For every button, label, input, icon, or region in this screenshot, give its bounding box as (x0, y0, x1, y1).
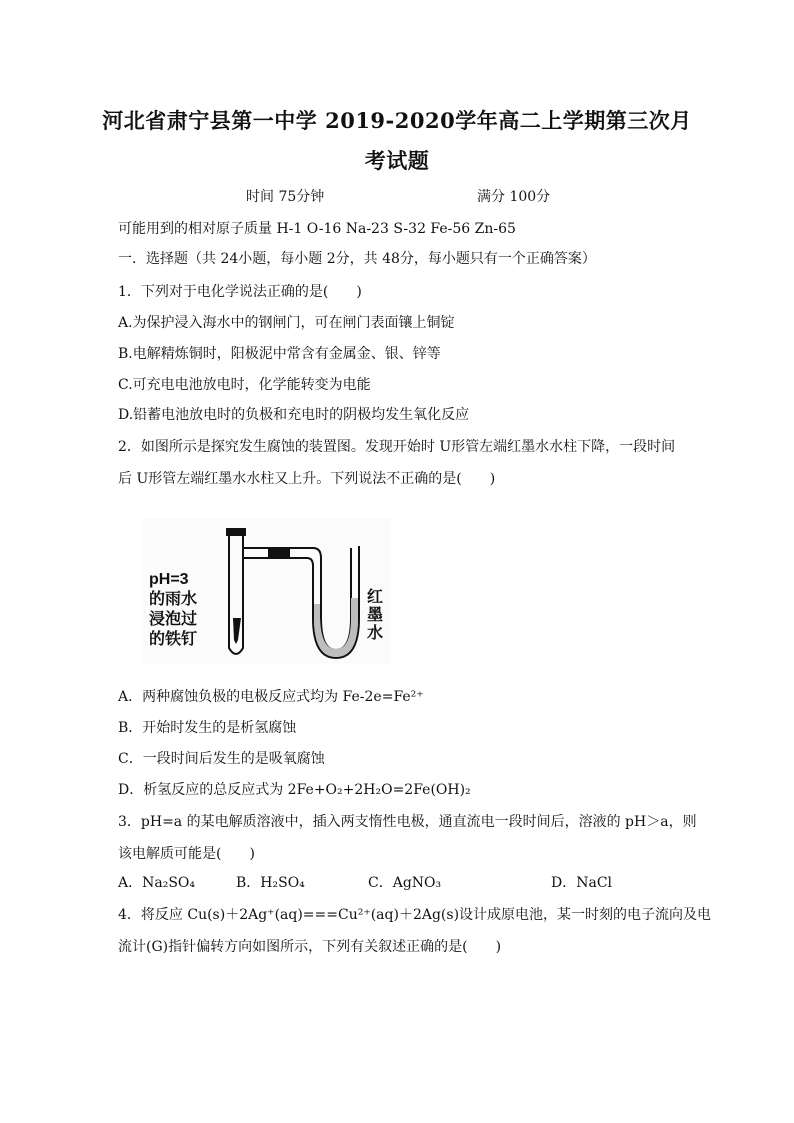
q3-option-b: B．H₂SO₄ (236, 875, 305, 891)
section-heading: 一．选择题（共 24小题，每小题 2分，共 48分，每小题只有一个正确答案） (118, 251, 596, 267)
q3-stem-line1: 3．pH=a 的某电解质溶液中，插入两支惰性电极，通直流电一段时间后，溶液的 pH＞a，则 (118, 814, 697, 830)
q2-option-c: C．一段时间后发生的是吸氧腐蚀 (118, 751, 325, 767)
q1-stem: 1．下列对于电化学说法正确的是( ) (118, 284, 362, 300)
fig-left-label-4: 的铁钉 (149, 631, 198, 648)
exam-title-line2: 考试题 (364, 148, 430, 173)
q4-stem-line2: 流计(G)指针偏转方向如图所示，下列有关叙述正确的是( ) (118, 939, 502, 955)
q1-option-d: D.铅蓄电池放电时的负极和充电时的阴极均发生氧化反应 (118, 407, 470, 423)
exam-score: 满分 100分 (477, 189, 551, 205)
q1-option-c: C.可充电电池放电时，化学能转变为电能 (118, 377, 371, 393)
exam-time: 时间 75分钟 (246, 189, 325, 205)
fig-right-label-3: 水 (367, 625, 384, 642)
q3-stem-line2: 该电解质可能是( ) (118, 846, 255, 862)
q2-stem-line1: 2．如图所示是探究发生腐蚀的装置图。发现开始时 U形管左端红墨水水柱下降，一段时间 (118, 439, 676, 455)
q2-option-a: A．两种腐蚀负极的电极反应式均为 Fe-2e=Fe²⁺ (118, 689, 424, 705)
q2-option-d: D．析氢反应的总反应式为 2Fe+O₂+2H₂O=2Fe(OH)₂ (118, 782, 471, 798)
rubber-connector (268, 547, 290, 559)
q4-stem-line1: 4．将反应 Cu(s)＋2Ag⁺(aq)===Cu²⁺(aq)＋2Ag(s)设计成原电池，某一时刻的电子流向及电 (118, 907, 712, 923)
test-tube-stopper (226, 528, 246, 536)
q2-stem-line2: 后 U形管左端红墨水水柱又上升。下列说法不正确的是( ) (118, 471, 496, 487)
exam-title-line1: 河北省肃宁县第一中学 2019-2020学年高二上学期第三次月 (102, 108, 692, 133)
corrosion-apparatus-figure (143, 518, 391, 664)
q2-option-b: B．开始时发生的是析氢腐蚀 (118, 720, 297, 736)
fig-left-label-2: 的雨水 (149, 591, 198, 608)
q1-option-a: A.为保护浸入海水中的钢闸门，可在闸门表面镶上铜锭 (118, 315, 455, 331)
q3-option-c: C．AgNO₃ (368, 875, 442, 891)
atomic-masses: 可能用到的相对原子质量 H-1 O-16 Na-23 S-32 Fe-56 Zn-65 (118, 221, 516, 237)
q3-option-d: D．NaCl (551, 875, 613, 891)
fig-left-label-3: 浸泡过 (149, 611, 198, 628)
fig-left-label-1: pH=3 (149, 571, 189, 588)
q3-option-a: A．Na₂SO₄ (118, 875, 195, 891)
q1-option-b: B.电解精炼铜时，阳极泥中常含有金属金、银、锌等 (118, 346, 441, 362)
fig-right-label-1: 红 (367, 589, 384, 606)
fig-right-label-2: 墨 (367, 607, 384, 624)
